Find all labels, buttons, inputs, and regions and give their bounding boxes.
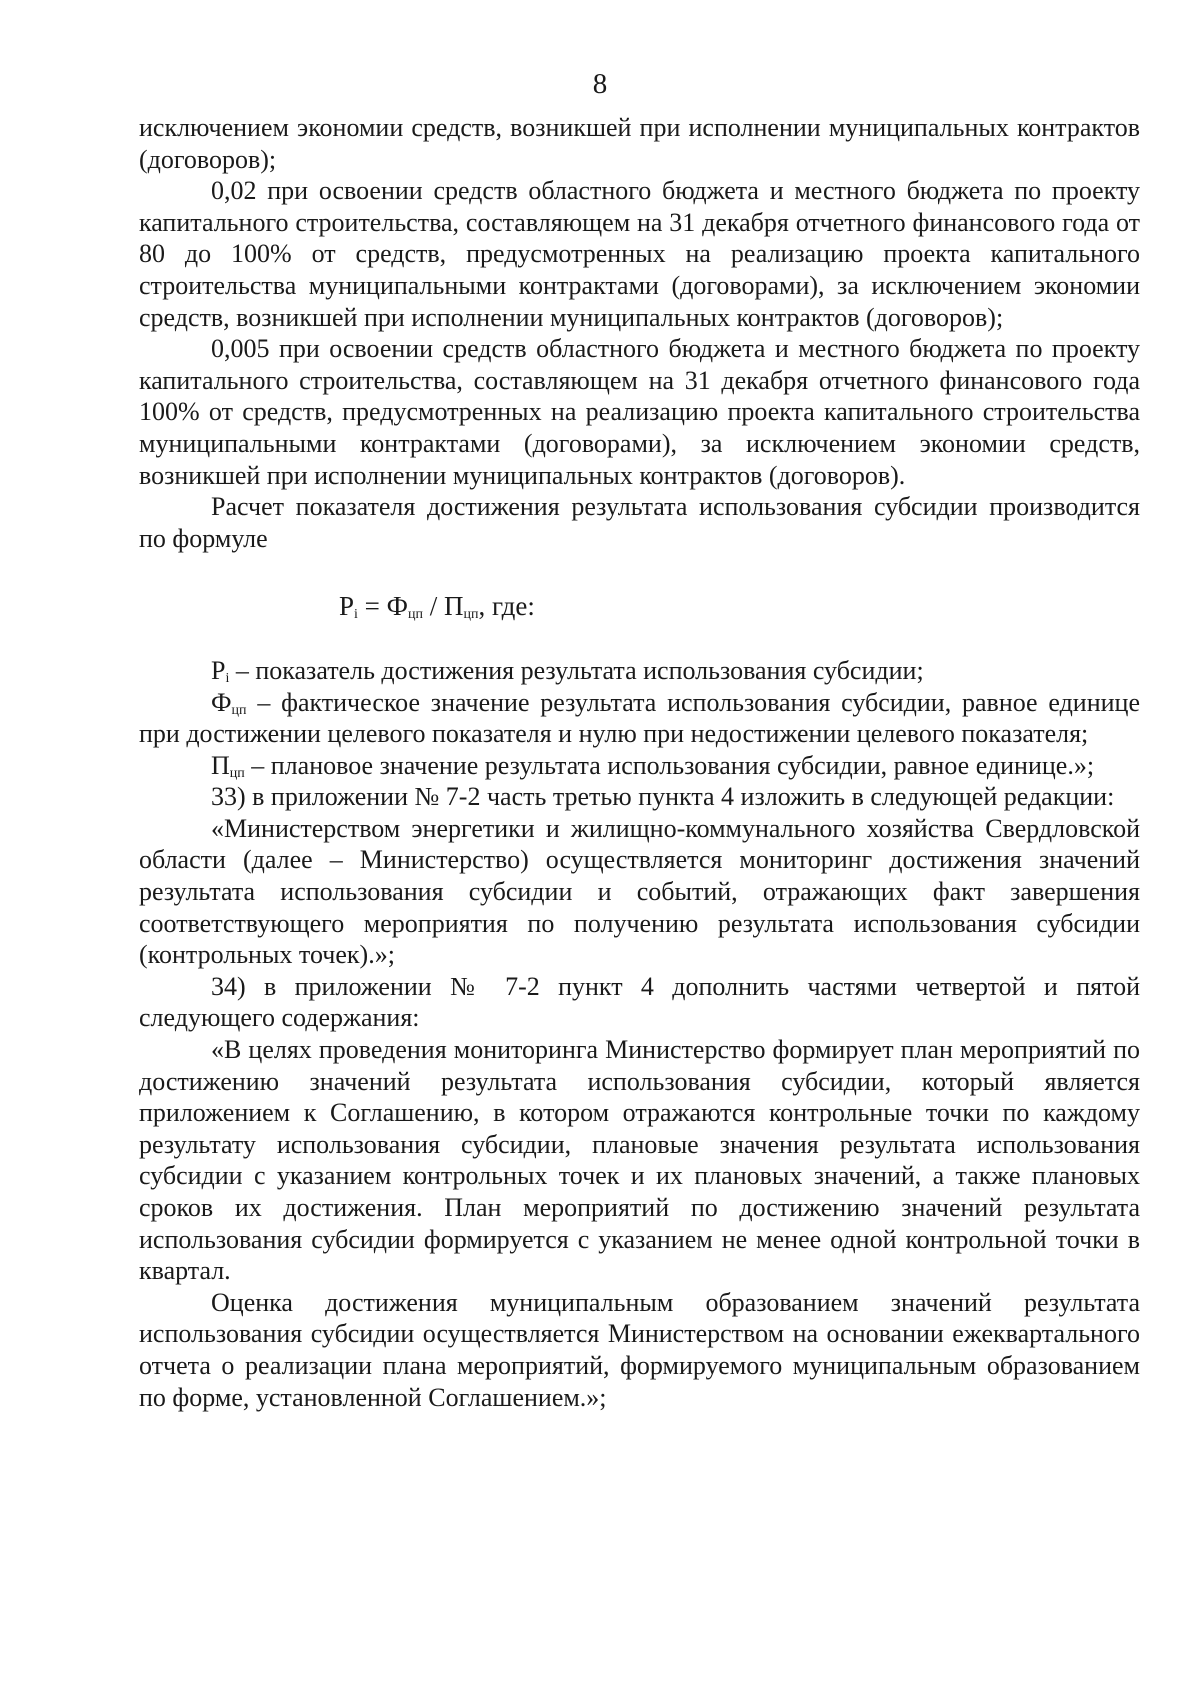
definition-symbol: P [211, 655, 226, 685]
formula-f-sub: цп [407, 607, 423, 623]
definition-text: – плановое значение результата использования субсидии, равное единице.»; [244, 750, 1095, 780]
formula-lhs-sub: i [354, 607, 358, 623]
paragraph-item-33-quote: «Министерством энергетики и жилищно-коммунального хозяйства Свердловской области (далее – Министерство) осуществляется мониторинг достижения значений результата использования субсидии и событий, отражающих факт завершения соответствующего мероприятия по получению результата использования субсидии (контрольных точек).»; [139, 813, 1140, 970]
definition-text: – показатель достижения результата использования субсидии; [229, 655, 924, 685]
paragraph-item-34: 34) в приложении № 7-2 пункт 4 дополнить частями четвертой и пятой следующего содержания: [139, 971, 1140, 1033]
paragraph-calculation-intro: Расчет показателя достижения результата использования субсидии производится по формуле [139, 492, 1140, 553]
formula-eq: = Ф [357, 591, 408, 622]
definition-text: – фактическое значение результата использования субсидии, равное единице при достижении целевого показателя и нулю при недостижении целевого показателя; [139, 687, 1140, 749]
paragraph-continuation: исключением экономии средств, возникшей при исполнении муниципальных контрактов (договоров); [139, 113, 1140, 174]
definition-symbol: Ф [211, 687, 232, 717]
formula-slash: / П [422, 591, 464, 622]
page-number: 8 [592, 68, 608, 100]
document-body [139, 112, 1140, 1413]
paragraph-coefficient-002: 0,02 при освоении средств областного бюджета и местного бюджета по проекту капитального строительства, составляющем на 31 декабря отчетного финансового года от 80 до 100% от средств, предусмотренных на реализацию проекта капитального строительства муниципальными контрактами (договорами), за исключением экономии средств, возникшей при исполнении муниципальных контрактов (договоров); [139, 176, 1140, 332]
paragraph-item-34-quote-part-5: Оценка достижения муниципальным образованием значений результата использования субсидии осуществляется Министерством на основании ежеквартального отчета о реализации плана мероприятий, формируемого муниципальным образованием по форме, установленной Соглашением.»; [139, 1287, 1140, 1412]
definition-fcp [139, 687, 1140, 750]
definition-symbol: П [211, 750, 230, 780]
definition-symbol-sub: цп [229, 765, 245, 781]
paragraph-item-33: 33) в приложении № 7-2 часть третью пункта 4 изложить в следующей редакции: [211, 782, 1115, 812]
definition-symbol-sub: цп [231, 702, 247, 718]
formula-lhs: P [339, 591, 355, 622]
definition-pcp [139, 750, 1140, 782]
formula-tail: , где: [478, 591, 535, 622]
definition-symbol-sub: i [225, 670, 230, 686]
definition-pi [139, 655, 1140, 687]
paragraph-coefficient-0005: 0,005 при освоении средств областного бюджета и местного бюджета по проекту капитального строительства, составляющем на 31 декабря отчетного финансового года 100% от средств, предусмотренных на реализацию проекта капитального строительства муниципальными контрактами (договорами), за исключением экономии средств, возникшей при исполнении муниципальных контрактов (договоров). [139, 334, 1140, 490]
formula [139, 591, 1140, 623]
paragraph-item-34-quote-part-4: «В целях проведения мониторинга Министерство формирует план мероприятий по достижению значений результата использования субсидии, который является приложением к Соглашению, в котором отражаются контрольные точки по каждому результату использования субсидии, плановые значения результата использования субсидии с указанием контрольных точек и их плановых значений, а также плановых сроков их достижения. План мероприятий по достижению значений результата использования субсидии формируется с указанием не менее одной контрольной точки в квартал. [139, 1035, 1140, 1286]
formula-p-sub: цп [463, 607, 479, 623]
